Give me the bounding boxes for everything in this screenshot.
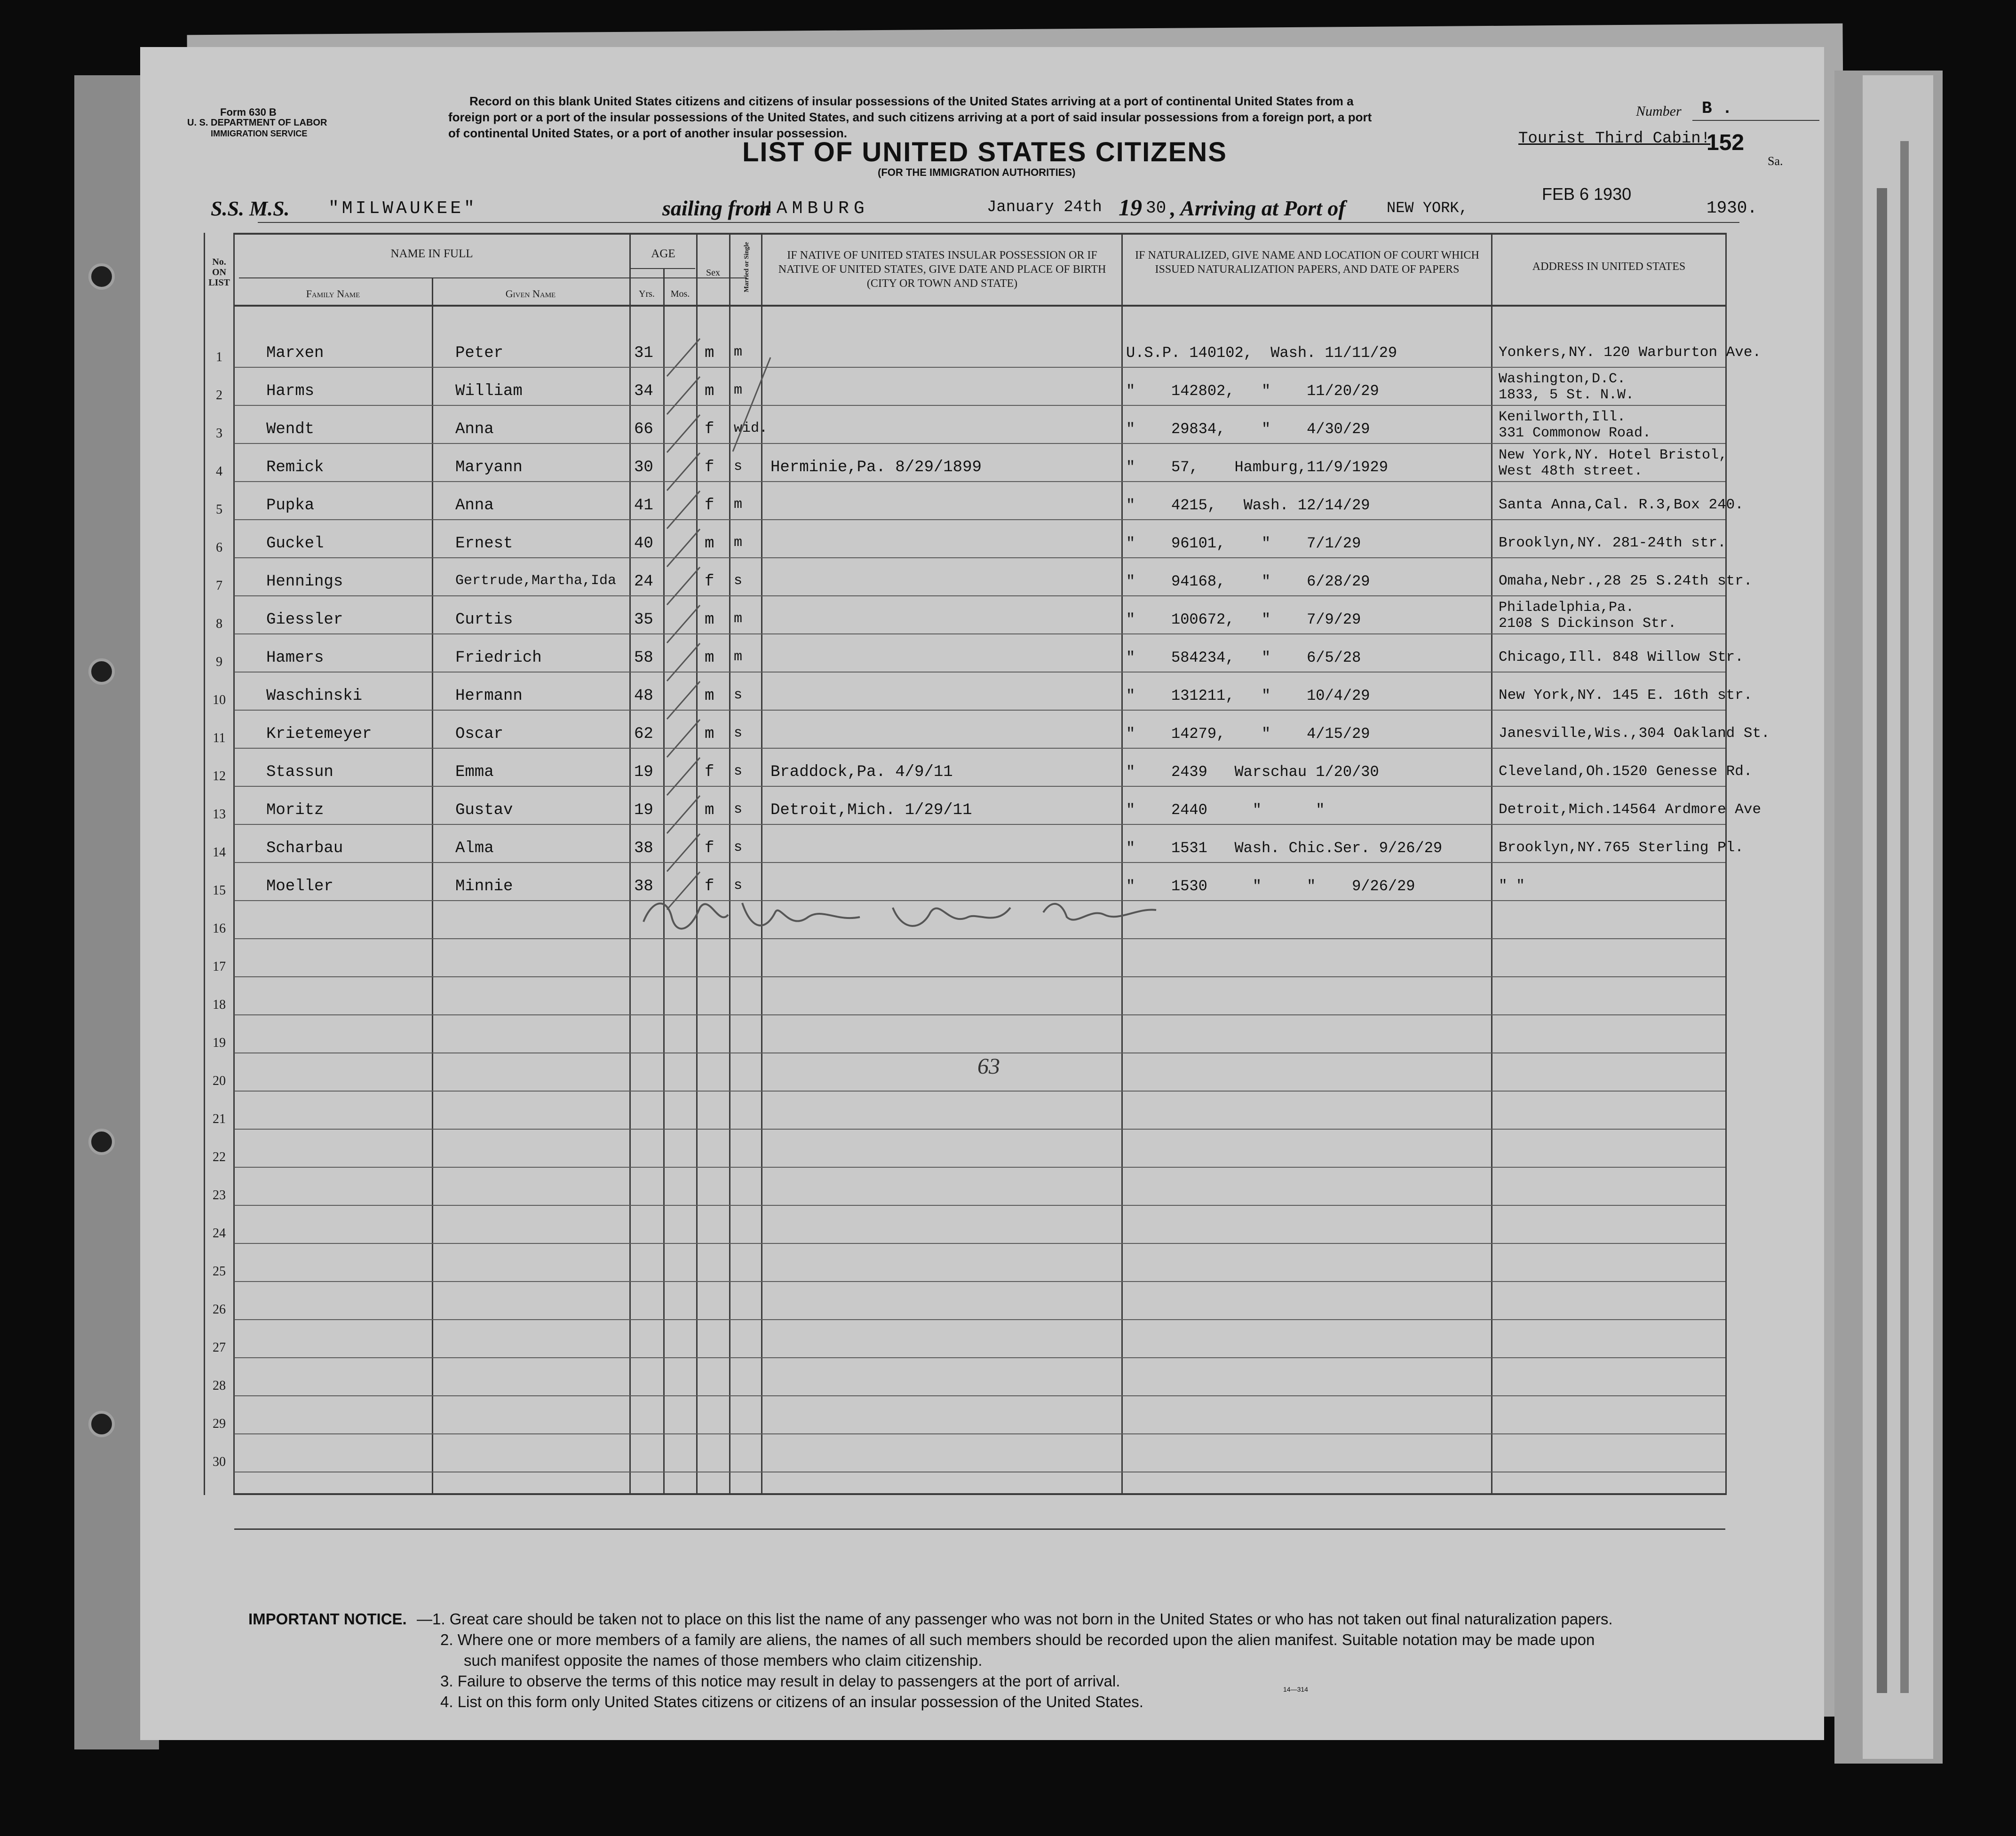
sex: f bbox=[705, 573, 714, 591]
row-rule-line bbox=[234, 672, 1725, 673]
row-rule-line bbox=[234, 748, 1725, 749]
birth-place-date: Braddock,Pa. 4/9/11 bbox=[770, 763, 953, 781]
family-name: Guckel bbox=[266, 535, 324, 553]
family-name: Wendt bbox=[266, 420, 315, 438]
marital-status: m bbox=[734, 611, 743, 627]
naturalization-record: " 142802, " 11/20/29 bbox=[1126, 382, 1379, 400]
marital-status: wid. bbox=[734, 420, 768, 436]
age-years: 48 bbox=[634, 687, 653, 705]
header-married-or-single: Married or Single bbox=[743, 242, 750, 293]
row-number: 13 bbox=[213, 807, 226, 822]
header-address: ADDRESS IN UNITED STATES bbox=[1532, 261, 1686, 273]
given-name: Gertrude,Martha,Ida bbox=[455, 573, 617, 589]
sex: m bbox=[705, 344, 714, 362]
age-years: 58 bbox=[634, 649, 653, 667]
given-name: Maryann bbox=[455, 459, 523, 476]
row-number: 18 bbox=[213, 997, 226, 1012]
ditto-stroke bbox=[667, 415, 700, 452]
row-number: 14 bbox=[213, 845, 226, 860]
table-top-border bbox=[234, 233, 1725, 235]
ditto-stroke bbox=[667, 339, 700, 376]
header-family-name: Family Name bbox=[306, 288, 360, 300]
row-rule-line bbox=[234, 443, 1725, 444]
row-rule-line bbox=[234, 710, 1725, 711]
row-number: 4 bbox=[216, 464, 222, 479]
marital-status: m bbox=[734, 344, 743, 360]
naturalization-record: " 100672, " 7/9/29 bbox=[1126, 611, 1361, 628]
age-subheader-line bbox=[629, 268, 695, 269]
address-line: Philadelphia,Pa. bbox=[1499, 600, 1635, 616]
marital-status: m bbox=[734, 497, 743, 513]
row-number: 10 bbox=[213, 693, 226, 707]
sailing-label: sailing from bbox=[662, 196, 771, 220]
family-name: Hennings bbox=[266, 573, 343, 591]
marital-status: m bbox=[734, 535, 743, 551]
age-years: 19 bbox=[634, 763, 653, 781]
birth-place-date: Herminie,Pa. 8/29/1899 bbox=[770, 459, 982, 476]
row-rule-line bbox=[234, 405, 1725, 406]
notice-item: 3. Failure to observe the terms of this notice may result in delay to passengers at the port of arrival. bbox=[440, 1672, 1120, 1690]
binding-hole bbox=[88, 263, 115, 290]
naturalization-record: " 57, Hamburg,11/9/1929 bbox=[1126, 459, 1388, 476]
header-naturalization: IF NATURALIZED, GIVE NAME AND LOCATION OF COURT WHICH ISSUED NATURALIZATION PAPERS, AND DATE OF PAPERS bbox=[1135, 249, 1479, 276]
row-rule-line bbox=[234, 633, 1725, 634]
form-title: LIST OF UNITED STATES CITIZENS bbox=[742, 137, 1227, 167]
row-rule-line bbox=[234, 1357, 1725, 1358]
ditto-stroke bbox=[667, 453, 700, 491]
row-number: 30 bbox=[213, 1455, 226, 1469]
naturalization-record: " 94168, " 6/28/29 bbox=[1126, 573, 1370, 590]
row-number: 7 bbox=[216, 578, 222, 593]
header-years: Yrs. bbox=[639, 289, 655, 299]
page-number: 63 bbox=[977, 1054, 1000, 1079]
header-age: AGE bbox=[651, 247, 675, 260]
age-years: 41 bbox=[634, 497, 653, 514]
address-line: West 48th street. bbox=[1499, 463, 1643, 479]
vessel-prefix: S.S. M.S. bbox=[211, 197, 290, 220]
arrival-year: 1930. bbox=[1706, 198, 1758, 218]
given-name: Emma bbox=[455, 763, 494, 781]
number-label: Number bbox=[1636, 103, 1682, 119]
ditto-stroke bbox=[667, 758, 700, 795]
age-years: 24 bbox=[634, 573, 653, 591]
row-rule-line bbox=[234, 1433, 1725, 1434]
row-number: 24 bbox=[213, 1226, 226, 1241]
birth-place-date: Detroit,Mich. 1/29/11 bbox=[770, 801, 972, 819]
header-name-in-full: NAME IN FULL bbox=[390, 247, 473, 260]
notice-item: 2. Where one or more members of a family are aliens, the names of all such members should be recorded upon the alien manifest. Suitable notation may be made upon bbox=[440, 1631, 1595, 1648]
age-years: 35 bbox=[634, 611, 653, 629]
naturalization-record: " 4215, Wash. 12/14/29 bbox=[1126, 497, 1370, 514]
given-name: Hermann bbox=[455, 687, 523, 705]
record-instruction-line: Record on this blank United States citizens and citizens of insular possessions of the United States arriving at a port of continental United States from a bbox=[469, 94, 1354, 108]
naturalization-record: U.S.P. 140102, Wash. 11/11/29 bbox=[1126, 344, 1397, 362]
age-years: 31 bbox=[634, 344, 653, 362]
row-number: 5 bbox=[216, 502, 222, 517]
naturalization-record: " 96101, " 7/1/29 bbox=[1126, 535, 1361, 552]
marital-status: s bbox=[734, 801, 743, 817]
row-rule-line bbox=[234, 824, 1725, 825]
row-number: 12 bbox=[213, 769, 226, 783]
sex: m bbox=[705, 382, 714, 400]
header-no-on-list: No. ON LIST bbox=[208, 257, 230, 288]
marital-status: s bbox=[734, 878, 743, 894]
naturalization-record: " 131211, " 10/4/29 bbox=[1126, 687, 1370, 704]
row-number: 8 bbox=[216, 617, 222, 631]
sheet-number: 152 bbox=[1706, 130, 1745, 155]
marital-status: s bbox=[734, 725, 743, 741]
naturalization-record: " 14279, " 4/15/29 bbox=[1126, 725, 1370, 743]
age-years: 34 bbox=[634, 382, 653, 400]
row-rule-line bbox=[234, 1319, 1725, 1320]
row-number: 1 bbox=[216, 350, 222, 364]
address-line: Kenilworth,Ill. bbox=[1499, 409, 1626, 425]
family-name: Waschinski bbox=[266, 687, 363, 705]
family-name: Remick bbox=[266, 459, 324, 476]
name-subheader-line bbox=[239, 277, 747, 278]
age-years: 40 bbox=[634, 535, 653, 553]
number-value: B . bbox=[1702, 99, 1732, 118]
age-years: 19 bbox=[634, 801, 653, 819]
year-suffix: 30 bbox=[1146, 198, 1167, 218]
notice-top-border bbox=[234, 1528, 1725, 1530]
age-years: 66 bbox=[634, 420, 653, 438]
sheet-suffix: Sa. bbox=[1768, 154, 1783, 168]
sex: m bbox=[705, 687, 714, 705]
sex: m bbox=[705, 611, 714, 629]
age-years: 38 bbox=[634, 839, 653, 857]
header-months: Mos. bbox=[670, 289, 690, 299]
family-name: Krietemeyer bbox=[266, 725, 372, 743]
marital-status: s bbox=[734, 763, 743, 779]
sex: f bbox=[705, 878, 714, 895]
col-line bbox=[233, 233, 235, 1495]
address-line: Omaha,Nebr.,28 25 S.24th str. bbox=[1499, 573, 1753, 589]
binding-hole bbox=[88, 658, 115, 685]
given-name: Minnie bbox=[455, 878, 513, 895]
ditto-stroke bbox=[667, 834, 700, 871]
page-edge-shadow bbox=[1877, 188, 1887, 1693]
row-number: 17 bbox=[213, 959, 226, 974]
family-name: Harms bbox=[266, 382, 315, 400]
naturalization-record: " 2439 Warschau 1/20/30 bbox=[1126, 763, 1379, 781]
department: U. S. DEPARTMENT OF LABOR bbox=[187, 118, 327, 128]
ditto-stroke bbox=[667, 491, 700, 529]
row-number: 21 bbox=[213, 1112, 226, 1126]
given-name: William bbox=[455, 382, 523, 400]
marital-status: m bbox=[734, 382, 743, 398]
form-number: Form 630 B bbox=[220, 106, 277, 118]
age-years: 30 bbox=[634, 459, 653, 476]
year-prefix: 19 bbox=[1119, 194, 1142, 221]
row-number: 29 bbox=[213, 1417, 226, 1431]
notice-heading: IMPORTANT NOTICE. bbox=[248, 1610, 407, 1628]
col-line bbox=[1491, 233, 1492, 1495]
notice-item: such manifest opposite the names of those members who claim citizenship. bbox=[464, 1652, 983, 1669]
address-line: Washington,D.C. bbox=[1499, 371, 1626, 387]
marital-status: s bbox=[734, 459, 743, 475]
address-line: New York,NY. Hotel Bristol, bbox=[1499, 447, 1728, 463]
row-number: 16 bbox=[213, 921, 226, 936]
row-rule-line bbox=[234, 1395, 1725, 1396]
handwritten-signature bbox=[639, 889, 1203, 941]
row-number: 23 bbox=[213, 1188, 226, 1203]
row-rule-line bbox=[234, 519, 1725, 520]
age-years: 38 bbox=[634, 878, 653, 895]
family-name: Hamers bbox=[266, 649, 324, 667]
row-rule-line bbox=[234, 976, 1725, 977]
sailing-date: January 24th bbox=[987, 198, 1102, 216]
marital-status: s bbox=[734, 573, 743, 589]
sex: m bbox=[705, 801, 714, 819]
address-line: 1833, 5 St. N.W. bbox=[1499, 387, 1635, 403]
naturalization-record: " 29834, " 4/30/29 bbox=[1126, 420, 1370, 438]
row-number: 15 bbox=[213, 883, 226, 898]
ditto-stroke bbox=[667, 605, 700, 643]
family-name: Marxen bbox=[266, 344, 324, 362]
row-number: 27 bbox=[213, 1340, 226, 1355]
ditto-stroke bbox=[667, 796, 700, 833]
row-rule-line bbox=[234, 481, 1725, 482]
family-name: Giessler bbox=[266, 611, 343, 629]
family-name: Scharbau bbox=[266, 839, 343, 857]
sex: f bbox=[705, 420, 714, 438]
sex: m bbox=[705, 725, 714, 743]
sex: m bbox=[705, 535, 714, 553]
address-line: Brooklyn,NY. 281-24th str. bbox=[1499, 535, 1726, 551]
age-years: 62 bbox=[634, 725, 653, 743]
sex: f bbox=[705, 459, 714, 476]
address-line: New York,NY. 145 E. 16th str. bbox=[1499, 687, 1753, 704]
address-line: 2108 S Dickinson Str. bbox=[1499, 616, 1677, 632]
row-rule-line bbox=[234, 1129, 1725, 1130]
address-line: Santa Anna,Cal. R.3,Box 240. bbox=[1499, 497, 1744, 513]
col-line bbox=[629, 233, 631, 1495]
ditto-stroke bbox=[667, 643, 700, 681]
ditto-stroke bbox=[667, 681, 700, 719]
given-name: Anna bbox=[455, 420, 494, 438]
ditto-stroke bbox=[733, 357, 770, 451]
header-bottom-border bbox=[234, 305, 1725, 307]
given-name: Oscar bbox=[455, 725, 504, 743]
row-rule-line bbox=[234, 862, 1725, 863]
background-page-edge bbox=[1863, 75, 1933, 1759]
row-rule-line bbox=[234, 1167, 1725, 1168]
notice-item: —1. Great care should be taken not to place on this list the name of any passenger who was not born in the United States or who has not taken out final naturalization papers. bbox=[417, 1610, 1613, 1628]
row-number: 11 bbox=[213, 731, 226, 745]
service: IMMIGRATION SERVICE bbox=[211, 129, 308, 138]
row-rule-line bbox=[234, 1014, 1725, 1015]
given-name: Ernest bbox=[455, 535, 513, 553]
ditto-stroke bbox=[667, 377, 700, 414]
row-rule-line bbox=[234, 367, 1725, 368]
row-rule-line bbox=[234, 557, 1725, 558]
col-line bbox=[1121, 233, 1123, 1495]
cabin-class: Tourist Third Cabin! bbox=[1518, 130, 1711, 148]
given-name: Curtis bbox=[455, 611, 513, 629]
record-instruction-line: foreign port or a port of the insular possessions of the United States, and such citizens arriving at a port of said insular possessions from a foreign port, a port bbox=[448, 110, 1372, 124]
row-number: 25 bbox=[213, 1264, 226, 1279]
row-number: 9 bbox=[216, 655, 222, 669]
form-subtitle: (FOR THE IMMIGRATION AUTHORITIES) bbox=[878, 166, 1076, 178]
row-rule-line bbox=[234, 595, 1725, 596]
arrival-port: NEW YORK, bbox=[1387, 199, 1468, 217]
given-name: Alma bbox=[455, 839, 494, 857]
col-line bbox=[1725, 233, 1727, 1495]
row-number: 20 bbox=[213, 1074, 226, 1088]
address-line: Cleveland,Oh.1520 Genesse Rd. bbox=[1499, 763, 1753, 780]
notice-item: 4. List on this form only United States citizens or citizens of an insular possession of the United States. bbox=[440, 1693, 1143, 1710]
given-name: Peter bbox=[455, 344, 504, 362]
address-line: Detroit,Mich.14564 Ardmore Ave bbox=[1499, 801, 1762, 818]
sex: f bbox=[705, 839, 714, 857]
ditto-stroke bbox=[667, 529, 700, 567]
row-number: 2 bbox=[216, 388, 222, 403]
address-line: Brooklyn,NY.765 Sterling Pl. bbox=[1499, 839, 1744, 856]
naturalization-record: " 2440 " " bbox=[1126, 801, 1325, 819]
binding-hole bbox=[88, 1129, 115, 1155]
table-bottom-border bbox=[234, 1493, 1725, 1495]
given-name: Gustav bbox=[455, 801, 513, 819]
family-name: Pupka bbox=[266, 497, 315, 514]
sex: f bbox=[705, 497, 714, 514]
marital-status: m bbox=[734, 649, 743, 665]
family-name: Stassun bbox=[266, 763, 333, 781]
page-edge-shadow bbox=[1900, 141, 1909, 1693]
sex: f bbox=[705, 763, 714, 781]
family-name: Moritz bbox=[266, 801, 324, 819]
header-given-name: Given Name bbox=[505, 288, 556, 300]
sex: m bbox=[705, 649, 714, 667]
row-number: 22 bbox=[213, 1150, 226, 1164]
naturalization-record: " 584234, " 6/5/28 bbox=[1126, 649, 1361, 666]
sailing-port: HAMBURG bbox=[761, 198, 869, 219]
marital-status: s bbox=[734, 687, 743, 703]
row-rule-line bbox=[234, 786, 1725, 787]
row-rule-line bbox=[234, 1281, 1725, 1282]
address-line: Chicago,Ill. 848 Willow Str. bbox=[1499, 649, 1744, 665]
naturalization-record: " 1530 " " 9/26/29 bbox=[1126, 878, 1415, 895]
record-instruction-line: of continental United States, or a port of another insular possession. bbox=[448, 126, 847, 140]
row-number: 6 bbox=[216, 540, 222, 555]
row-number: 19 bbox=[213, 1036, 226, 1050]
row-rule-line bbox=[234, 1243, 1725, 1244]
row-number: 26 bbox=[213, 1302, 226, 1317]
naturalization-record: " 1531 Wash. Chic.Ser. 9/26/29 bbox=[1126, 839, 1443, 857]
ditto-stroke bbox=[667, 567, 700, 605]
ditto-stroke bbox=[667, 720, 700, 757]
ditto-strokes bbox=[662, 310, 775, 931]
given-name: Anna bbox=[455, 497, 494, 514]
vessel-name: "MILWAUKEE" bbox=[328, 198, 477, 219]
row-number: 3 bbox=[216, 426, 222, 441]
address-line: Yonkers,NY. 120 Warburton Ave. bbox=[1499, 344, 1762, 361]
manifest-page bbox=[140, 47, 1824, 1740]
header-sex: Sex bbox=[706, 268, 720, 278]
address-line: Janesville,Wis.,304 Oakland St. bbox=[1499, 725, 1770, 742]
address-line: " " bbox=[1499, 878, 1525, 894]
given-name: Friedrich bbox=[455, 649, 542, 667]
header-birth-place: IF NATIVE OF UNITED STATES INSULAR POSSESSION OR IF NATIVE OF UNITED STATES, GIVE DATE AND PLACE OF BIRTH (CITY OR TOWN AND STATE) bbox=[778, 249, 1106, 290]
marital-status: s bbox=[734, 839, 743, 855]
address-line: 331 Commonow Road. bbox=[1499, 425, 1651, 441]
col-line bbox=[432, 277, 433, 1495]
number-underline bbox=[1692, 120, 1819, 121]
family-name: Moeller bbox=[266, 878, 333, 895]
print-code: 14—314 bbox=[1283, 1686, 1308, 1693]
arrival-date-stamp: FEB 6 1930 bbox=[1542, 184, 1632, 204]
binding-hole bbox=[88, 1411, 115, 1437]
row-rule-line bbox=[234, 1205, 1725, 1206]
arriving-label: , Arriving at Port of bbox=[1170, 196, 1346, 220]
row-number: 28 bbox=[213, 1378, 226, 1393]
voyage-underline bbox=[258, 222, 1739, 223]
row-rule-line bbox=[234, 1091, 1725, 1092]
